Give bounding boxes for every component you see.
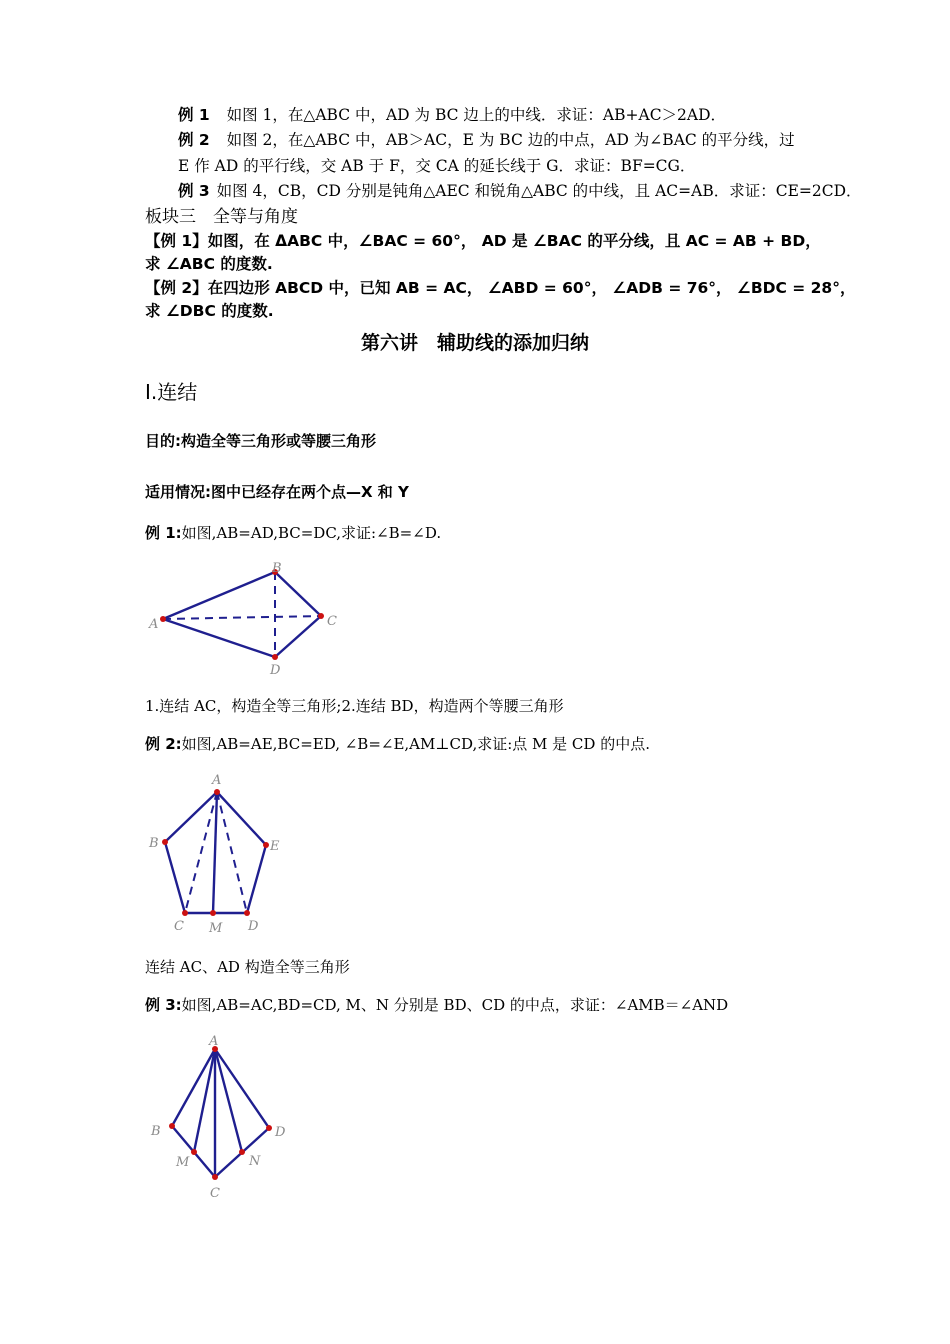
top-example-1 — [178, 103, 726, 125]
section-heading: Ⅰ.连结 — [145, 380, 198, 404]
example-label: 例 3: — [145, 996, 182, 1014]
usage-line: 适用情况:图中已经存在两个点—X 和 Y — [145, 483, 409, 501]
example-text: 如图,AB=AD,BC=DC,求证:∠B=∠D. — [181, 524, 442, 542]
example2-figure — [145, 770, 305, 940]
example-text: 如图,AB=AC,BD=CD, M、N 分别是 BD、CD 的中点，求证：∠AMB＝∠AND — [181, 996, 729, 1014]
block3-example-1 — [145, 229, 821, 251]
example-text: 如图 2，在△ABC 中，AB＞AC，E 为 BC 边的中点，AD 为∠BAC 的平分线，过 — [226, 131, 795, 149]
block3-example-1-line2: 求 ∠ABC 的度数. — [145, 255, 273, 273]
point-label-c: C — [174, 919, 184, 934]
point-label-m: M — [176, 1155, 190, 1170]
block3-heading: 板块三 全等与角度 — [145, 207, 298, 227]
top-example-2 — [178, 128, 795, 150]
block3-example-2-line2: 求 ∠DBC 的度数. — [145, 302, 274, 320]
point-label-m: M — [209, 921, 223, 936]
example3-figure — [145, 1035, 305, 1205]
point-label-b: B — [151, 1124, 161, 1139]
example-label: 【例 2】 — [145, 279, 208, 297]
top-example-2-line2: E 作 AD 的平行线，交 AB 于 F，交 CA 的延长线于 G．求证：BF=CG． — [178, 157, 696, 175]
point-label-e: E — [270, 839, 280, 854]
point-label-c: C — [210, 1186, 220, 1201]
top-example-3 — [178, 179, 862, 201]
example-label: 【例 1】 — [145, 232, 208, 250]
lecture-title: 第六讲 辅助线的添加归纳 — [360, 332, 589, 354]
example2-statement — [145, 733, 650, 754]
example-text: 如图，在 ΔABC 中，∠BAC = 60°， AD 是 ∠BAC 的平分线，且 AC = AB + BD， — [207, 232, 821, 250]
example-label: 例 3 — [178, 182, 210, 200]
example3-statement — [145, 994, 728, 1015]
example-text: 如图,AB=AE,BC=ED, ∠B=∠E,AM⊥CD,求证:点 M 是 CD 的中点. — [181, 735, 650, 753]
example-label: 例 2: — [145, 735, 182, 753]
point-label-d: D — [275, 1125, 286, 1140]
example-text: 如图 4，CB，CD 分别是钝角△AEC 和锐角△ABC 的中线，且 AC=AB．求证：CE=2CD． — [216, 182, 862, 200]
point-label-a: A — [209, 1034, 219, 1049]
point-label-c: C — [327, 614, 337, 629]
point-label-b: B — [272, 561, 282, 576]
example-label: 例 2 — [178, 131, 210, 149]
purpose-line: 目的:构造全等三角形或等腰三角形 — [145, 432, 377, 450]
point-label-d: D — [248, 919, 259, 934]
point-label-a: A — [212, 773, 222, 788]
example1-statement — [145, 522, 441, 543]
example1-note: 1.连结 AC，构造全等三角形;2.连结 BD，构造两个等腰三角形 — [145, 697, 564, 715]
example-label: 例 1 — [178, 106, 210, 124]
example-text: 如图 1，在△ABC 中，AD 为 BC 边上的中线．求证：AB+AC＞2AD． — [226, 106, 727, 124]
example-label: 例 1: — [145, 524, 182, 542]
example-text: 在四边形 ABCD 中，已知 AB = AC， ∠ABD = 60°， ∠ADB = 76°， ∠BDC = 28°， — [207, 279, 856, 297]
example2-note: 连结 AC、AD 构造全等三角形 — [145, 958, 350, 976]
block3-example-2 — [145, 276, 855, 298]
point-label-a: A — [149, 617, 159, 632]
point-label-d: D — [270, 663, 281, 678]
point-label-b: B — [149, 836, 159, 851]
point-label-n: N — [249, 1154, 261, 1169]
example1-figure — [145, 560, 345, 680]
